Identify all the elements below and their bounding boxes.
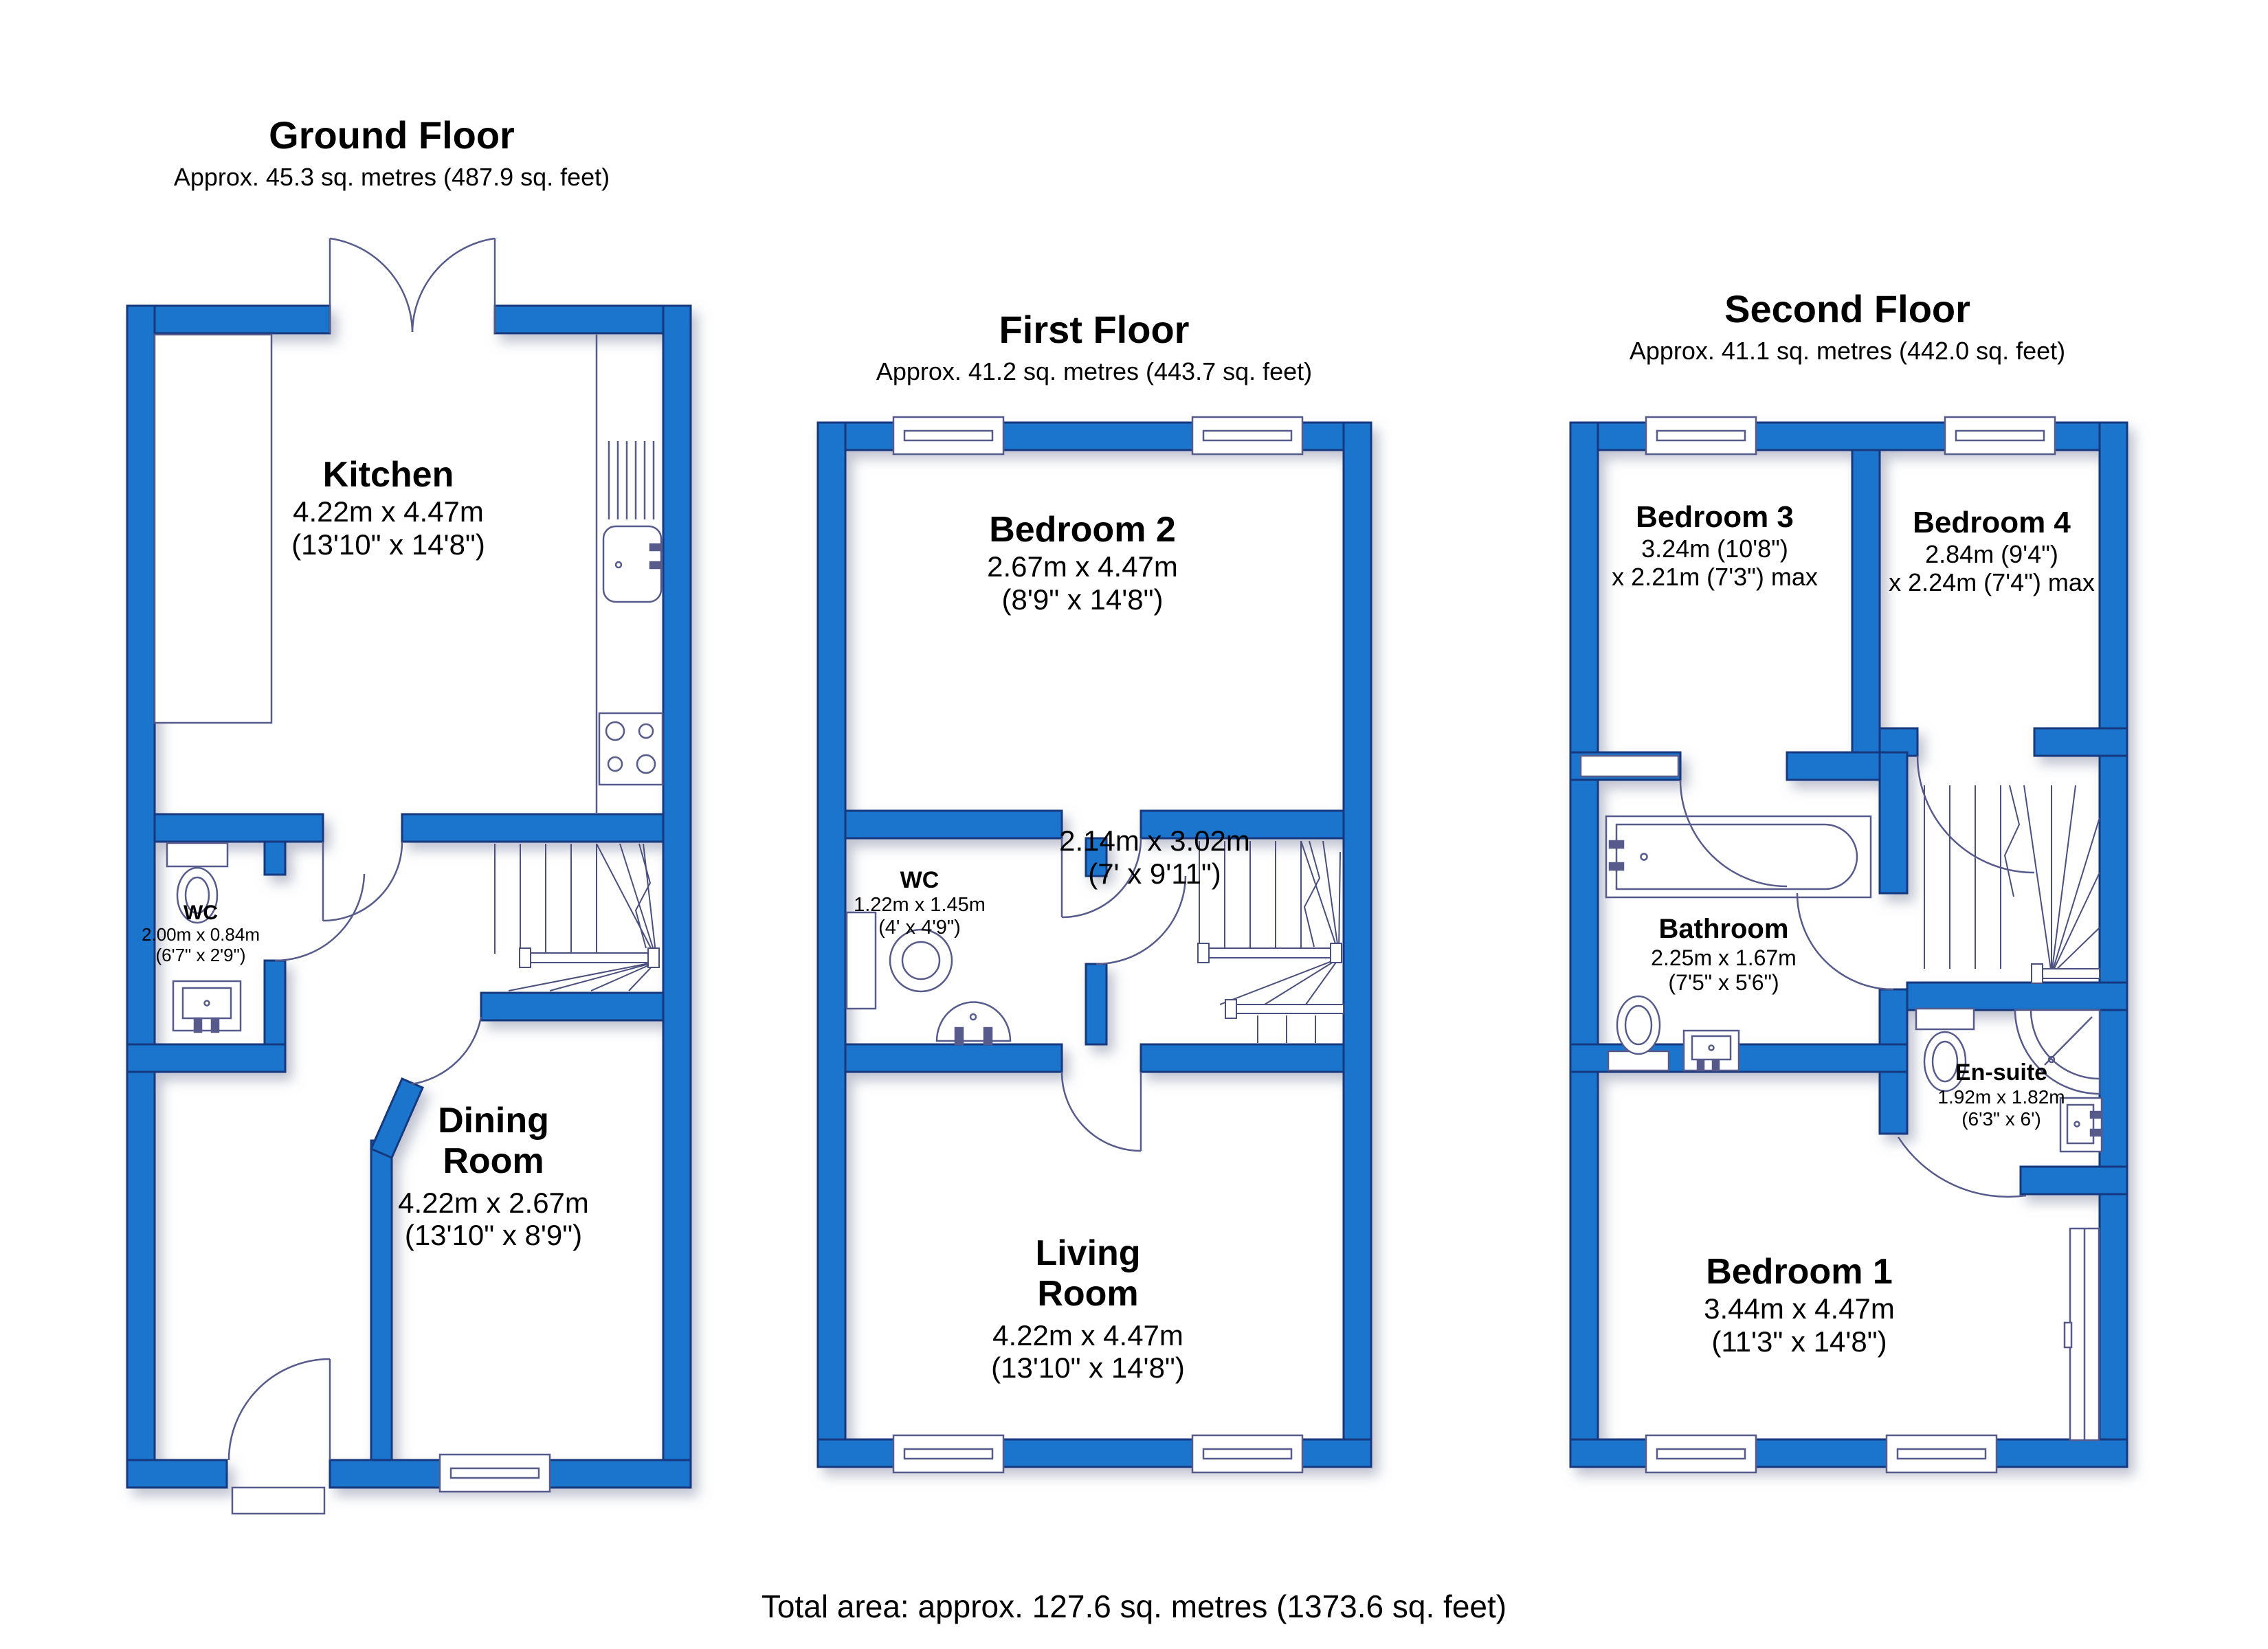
living-room-window [1192,1435,1302,1472]
ground-stairs [495,844,659,991]
front-door-arc [229,1359,330,1460]
bedroom1-wardrobe [2065,1229,2099,1440]
total-area: Total area: approx. 127.6 sq. metres (1373.6 sq. feet) [761,1589,1507,1624]
first-floor-title: First Floor Approx. 41.2 sq. metres (443.7 sq. feet) [876,308,1313,385]
ensuite-label: En-suite 1.92m x 1.82m (6'3" x 6') [1937,1059,2065,1130]
landing-dims-label: 2.14m x 3.02m (7' x 9'11") [1059,824,1250,890]
wc-door-arc [275,874,364,961]
ensuite-sink [2060,1098,2102,1152]
bedroom3-window [1646,417,1756,454]
bathroom-label: Bathroom 2.25m x 1.67m (7'5" x 5'6") [1651,914,1797,996]
bedroom4-label: Bedroom 4 2.84m (9'4") x 2.24m (7'4") max [1889,506,2095,597]
bath-tub [1606,816,1871,897]
kitchen-sink [603,441,662,602]
living-room-label: Living Room 4.22m x 4.47m (13'10" x 14'8") [991,1233,1185,1384]
first-wc-toilet [937,1002,1010,1044]
dining-door-arc [411,1017,481,1084]
bedroom3-label: Bedroom 3 3.24m (10'8") x 2.21m (7'3") max [1612,500,1818,592]
kitchen-counter-left [155,335,271,723]
patio-door-left-arc [330,238,412,332]
kitchen-door-arc [323,842,402,921]
ground-wc-label: WC 2.00m x 0.84m (6'7" x 2'9") [142,901,260,965]
dining-window [440,1455,550,1492]
bedroom2-window [893,417,1003,454]
ground-wc-sink [173,981,241,1032]
second-floor-title: Second Floor Approx. 41.1 sq. metres (442.0 sq. feet) [1629,287,2066,365]
bedroom2-window [1192,417,1302,454]
bathroom-door-arc [1797,893,1893,989]
ground-floor-plan [127,238,691,1514]
ground-floor-title: Ground Floor Approx. 45.3 sq. metres (487.9 sq. feet) [173,113,610,191]
bedroom1-window [1646,1435,1756,1472]
patio-door-right-arc [412,238,495,332]
bedroom4-window [1945,417,2055,454]
bedroom1-label: Bedroom 1 3.44m x 4.47m (11'3" x 14'8") [1704,1252,1895,1358]
bathroom-sink [1684,1031,1739,1070]
landing-shelf [1581,756,1678,776]
kitchen-label: Kitchen 4.22m x 4.47m (13'10" x 14'8") [291,455,485,561]
bedroom1-door-arc [1898,1137,2026,1197]
bedroom1-window [1887,1435,1997,1472]
dining-room-label: Dining Room 4.22m x 2.67m (13'10" x 8'9") [398,1101,589,1252]
second-stairs [1924,785,2100,983]
living-door-arc [1062,1072,1141,1151]
kitchen-hob [599,713,663,785]
first-wc-label: WC 1.22m x 1.45m (4' x 4'9") [854,867,986,939]
bedroom2-label: Bedroom 2 2.67m x 4.47m (8'9" x 14'8") [987,510,1178,616]
bathroom-toilet [1608,996,1669,1070]
front-door-step [232,1488,324,1514]
living-room-window [893,1435,1003,1472]
